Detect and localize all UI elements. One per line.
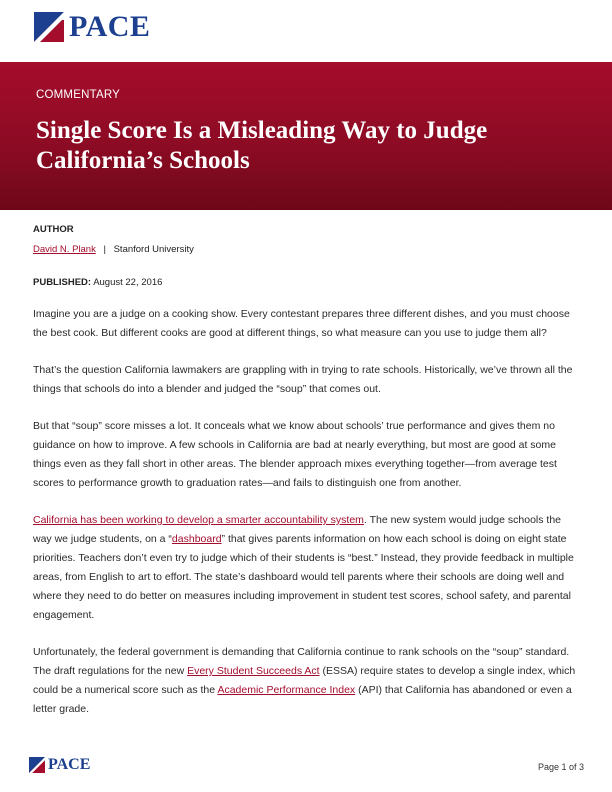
footer-wordmark: PACE <box>48 756 91 773</box>
top-header <box>0 0 612 62</box>
pace-logo[interactable] <box>34 12 150 42</box>
dashboard-link[interactable]: dashboard <box>171 533 222 545</box>
pace-logo-mark-icon <box>34 12 64 42</box>
page-number: Page 1 of 3 <box>537 762 584 772</box>
paragraph-5-text-1: Unfortunately, the federal government is demanding that California continue to rank schools on the “soup” standard. The draft regulations for the new <box>33 646 570 677</box>
paragraph-4 <box>33 511 581 625</box>
article-type-label: COMMENTARY <box>36 89 120 101</box>
essa-link[interactable]: Every Student Succeeds Act <box>187 665 320 677</box>
published-label: PUBLISHED: <box>33 277 92 288</box>
published-line <box>33 277 581 288</box>
author-name-link[interactable]: David N. Plank <box>33 244 96 255</box>
published-date: August 22, 2016 <box>93 277 163 288</box>
paragraph-4-text-2: ” that gives parents information on how each school is doing on eight state priorities. Teachers don’t even try to judge which of their students is “best.” Instead, they provide feedback in multiple areas, from English to art to effort. The state’s dashboard would tell parents where their schools are doing well and where they need to do better on measures including improvement in student test scores, school safety, and parental engagement. <box>33 533 574 621</box>
paragraph-1: Imagine you are a judge on a cooking show. Every contestant prepares three different dishes, and you must choose the best cook. But different cooks are good at different things, so what measure can you use to judge them all? <box>33 308 570 339</box>
paragraph-3: But that “soup” score misses a lot. It conceals what we know about schools’ true performance and gives them no guidance on how to improve. A few schools in California are bad at nearly everything, but most are good at some things even as they fall short in other areas. The blender approach mixes everything together—from average test scores to performance growth to graduation rates—and fails to distinguish one from another. <box>33 420 557 489</box>
author-affiliation: Stanford University <box>113 244 194 255</box>
accountability-system-link[interactable]: California has been working to develop a smarter accountability system <box>33 514 364 526</box>
paragraph-5 <box>33 643 581 719</box>
paragraph-5-text-2: (ESSA) require states to develop a single index, which could be a numerical score such as the <box>33 665 576 696</box>
author-line <box>33 244 581 255</box>
footer-logo <box>29 757 90 773</box>
logo-wordmark: PACE <box>69 10 151 43</box>
footer-logo-mark-icon <box>29 757 45 773</box>
paragraph-4-text-1: . The new system would judge schools the way we judge students, on a “ <box>33 514 562 545</box>
api-link[interactable]: Academic Performance Index <box>217 684 356 696</box>
paragraph-5-text-3: (API) that California has abandoned or even a letter grade. <box>33 684 572 715</box>
paragraph-2: That’s the question California lawmakers are grappling with in trying to rate schools. Historically, we’ve thrown all the things that schools do into a blender and judged the “soup” that comes out. <box>33 364 573 395</box>
article-content <box>33 224 581 719</box>
article-banner <box>0 62 612 210</box>
author-separator: | <box>103 244 106 255</box>
author-heading: AUTHOR <box>33 224 74 235</box>
article-title: Single Score Is a Misleading Way to Judge California’s Schools <box>36 117 488 174</box>
